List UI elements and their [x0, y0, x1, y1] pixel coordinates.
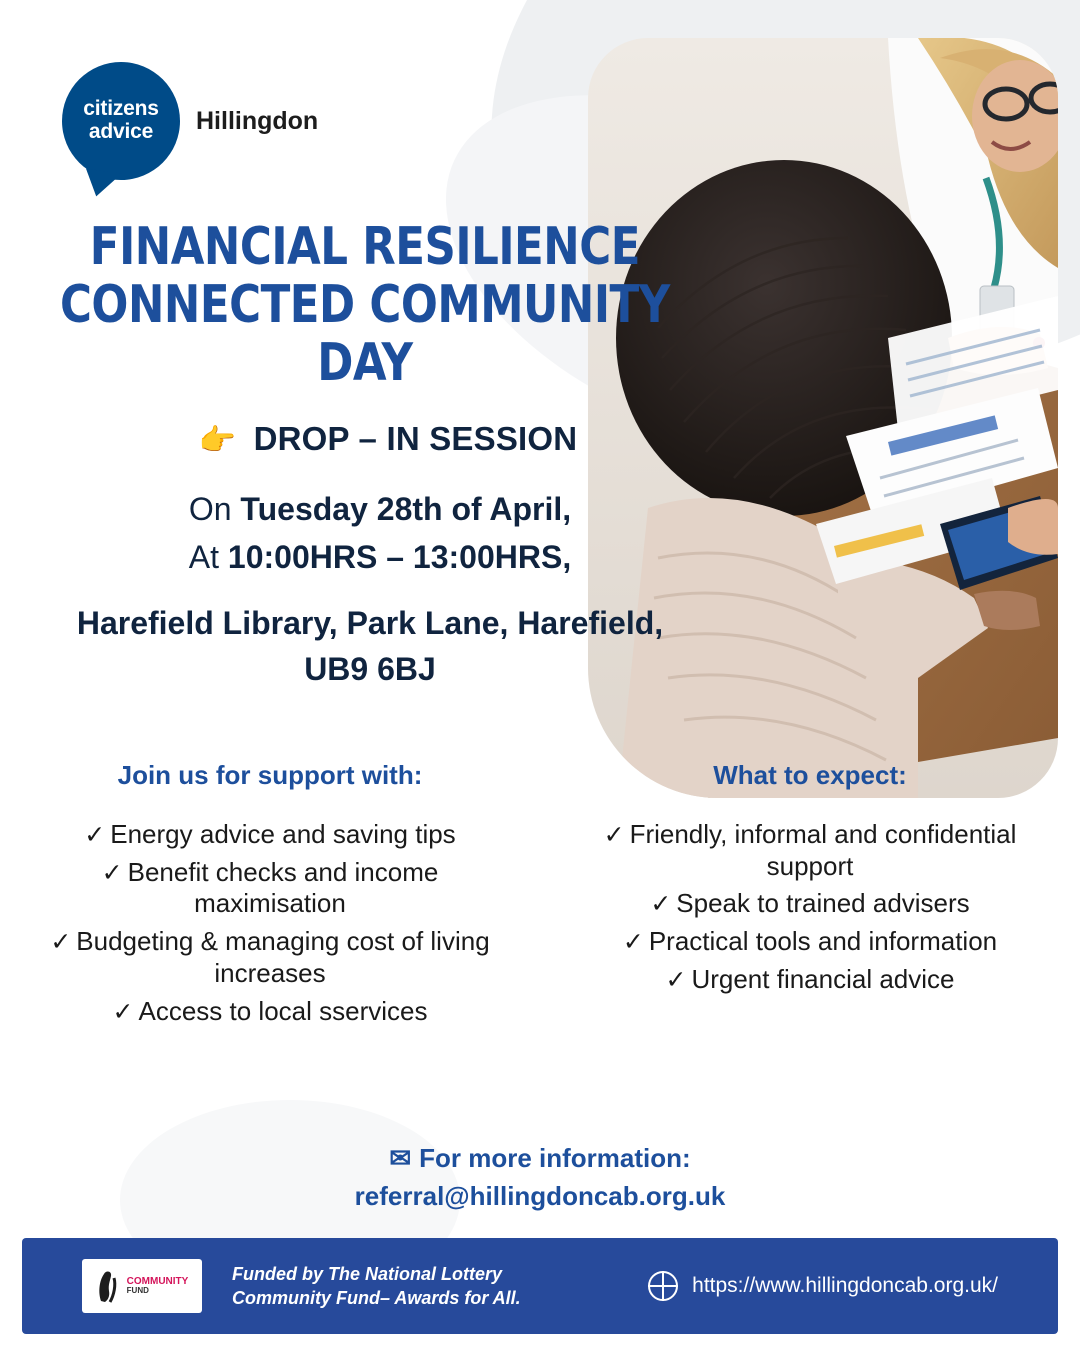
citizens-advice-logo	[62, 62, 318, 180]
list-item-label: Energy advice and saving tips	[110, 819, 456, 849]
community-fund-logo	[82, 1259, 202, 1313]
funding-statement	[232, 1262, 521, 1311]
globe-icon	[648, 1271, 678, 1301]
expect-heading: What to expect:	[713, 760, 907, 790]
list-item	[564, 964, 1056, 996]
page-title	[58, 218, 672, 393]
support-heading: Join us for support with:	[117, 760, 423, 790]
list-item-label: Access to local sservices	[138, 995, 428, 1026]
expect-column	[540, 760, 1080, 1033]
list-item	[24, 819, 516, 851]
headline-line-1: FINANCIAL RESILIENCE	[89, 217, 640, 277]
contact-label: For more information:	[419, 1143, 691, 1173]
check-icon: ✓	[101, 858, 123, 887]
website-link[interactable]	[648, 1271, 998, 1301]
venue-line-1: Harefield Library, Park Lane, Harefield,	[76, 605, 664, 641]
list-item-label: Friendly, informal and confidential support	[629, 819, 1017, 881]
info-columns	[0, 760, 1080, 1033]
list-item	[564, 888, 1056, 920]
crossed-fingers-icon	[96, 1269, 122, 1303]
contact-block	[0, 1140, 1080, 1215]
support-list	[24, 819, 516, 1027]
time-prefix: At	[188, 539, 228, 575]
support-column	[0, 760, 540, 1033]
drop-in-session-label	[58, 420, 718, 458]
check-icon: ✓	[650, 890, 672, 919]
list-item-label: Budgeting & managing cost of living increases	[76, 926, 490, 988]
check-icon: ✓	[112, 997, 134, 1026]
pointing-hand-icon: 👉	[198, 424, 237, 457]
logo-line-1: citizens	[83, 97, 159, 121]
list-item	[564, 819, 1056, 882]
envelope-icon: ✉	[389, 1143, 412, 1173]
when-prefix: On	[188, 491, 241, 527]
fund-logo-line-1: COMMUNITY	[126, 1275, 189, 1287]
fund-logo-line-2: FUND	[126, 1286, 149, 1296]
list-item-label: Urgent financial advice	[691, 963, 955, 994]
logo-line-2: advice	[88, 120, 154, 143]
session-datetime	[30, 485, 730, 581]
check-icon: ✓	[50, 928, 72, 957]
check-icon: ✓	[84, 821, 106, 849]
check-icon: ✓	[603, 821, 625, 849]
funding-line-2: Community Fund– Awards for All.	[232, 1288, 521, 1308]
venue-address	[10, 600, 730, 693]
contact-email[interactable]: referral@hillingdoncab.org.uk	[354, 1180, 726, 1211]
session-date: Tuesday 28th of April,	[240, 491, 572, 527]
headline-line-2: CONNECTED COMMUNITY DAY	[59, 275, 670, 394]
list-item	[24, 857, 516, 920]
logo-local-name: Hillingdon	[196, 106, 319, 135]
venue-line-2: UB9 6BJ	[304, 651, 436, 688]
list-item	[24, 996, 516, 1028]
list-item-label: Benefit checks and income maximisation	[127, 856, 439, 919]
funding-line-1: Funded by The National Lottery	[232, 1263, 503, 1284]
check-icon: ✓	[622, 928, 644, 957]
logo-speech-bubble	[62, 62, 180, 180]
drop-in-text: DROP – IN SESSION	[253, 420, 578, 457]
session-time: 10:00HRS – 13:00HRS,	[227, 539, 572, 575]
check-icon: ✓	[665, 965, 687, 994]
expect-list	[564, 819, 1056, 996]
list-item-label: Practical tools and information	[648, 926, 998, 957]
website-url[interactable]: https://www.hillingdoncab.org.uk/	[692, 1274, 998, 1297]
list-item	[24, 926, 516, 989]
list-item	[564, 926, 1056, 958]
fund-logo-text	[127, 1277, 189, 1296]
footer-bar	[22, 1238, 1058, 1334]
list-item-label: Speak to trained advisers	[676, 888, 970, 919]
